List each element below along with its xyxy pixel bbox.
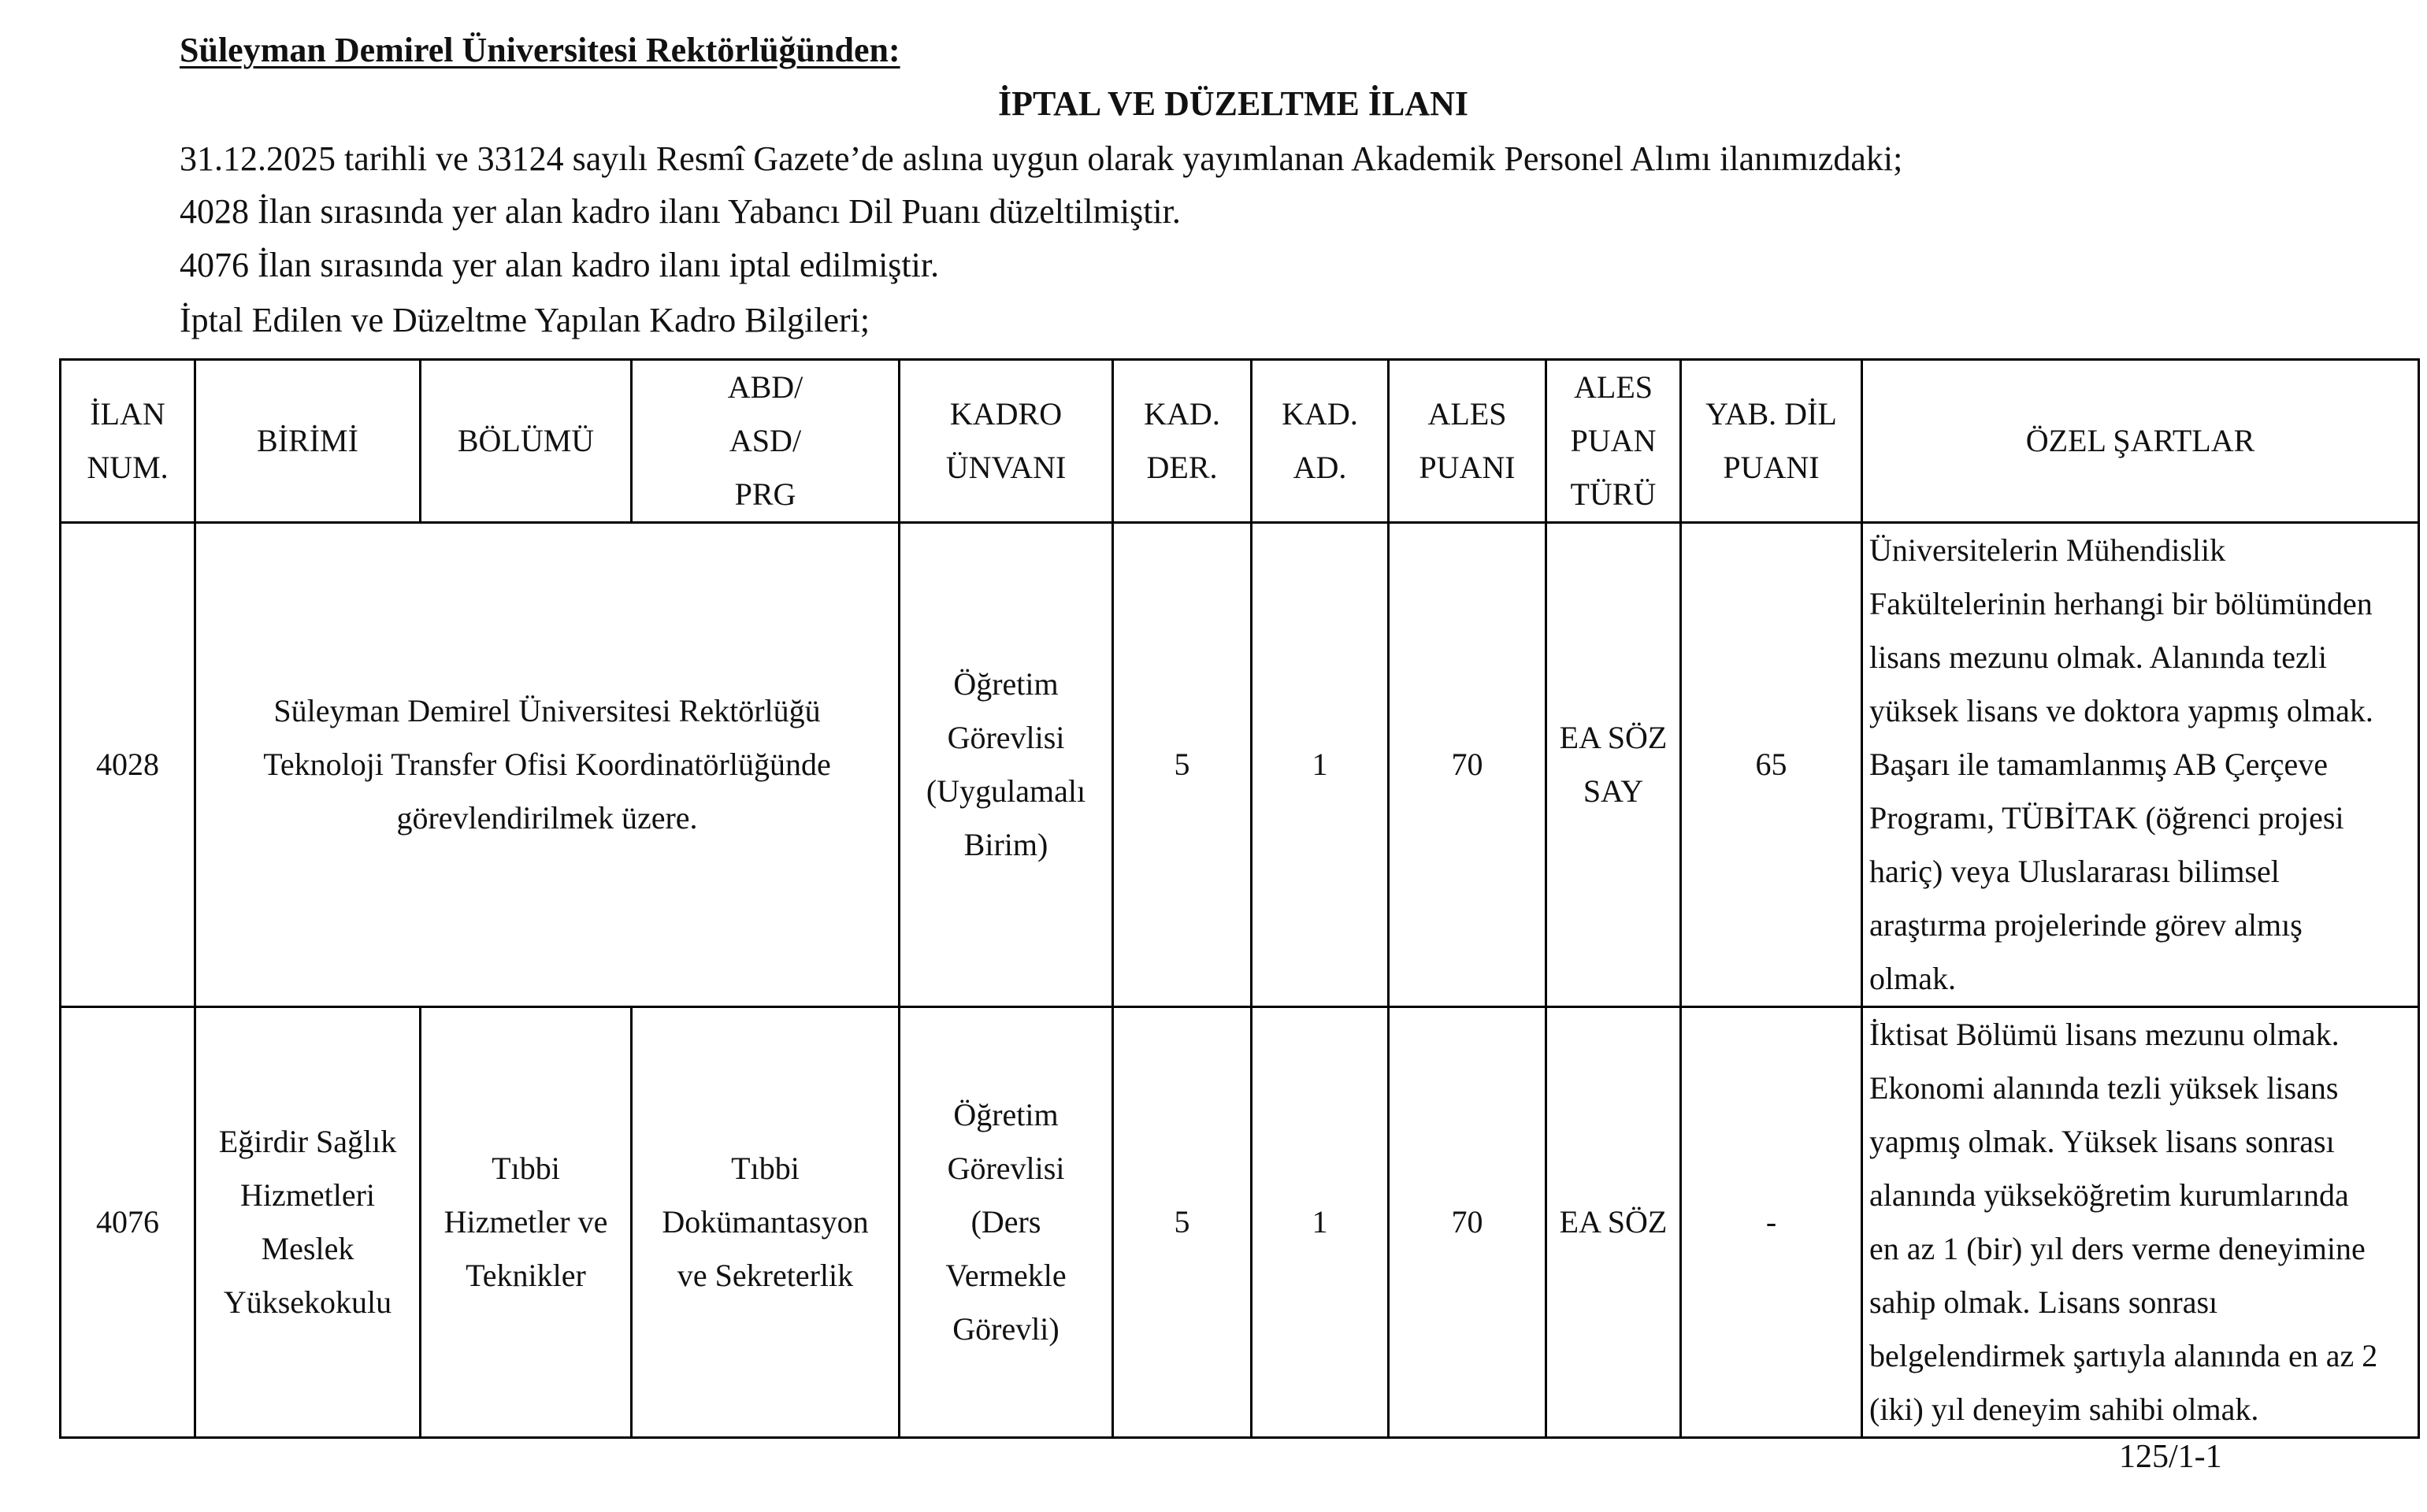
header-kad-der: KAD. DER. <box>1113 360 1252 523</box>
announcement-title <box>0 83 2427 124</box>
cell-kad-der: 5 <box>1113 1007 1252 1438</box>
cell-kad-der: 5 <box>1113 523 1252 1007</box>
header-yab-dil-puani: YAB. DİL PUANI <box>1681 360 1862 523</box>
cell-kad-ad: 1 <box>1252 523 1389 1007</box>
cell-ilan-num: 4028 <box>61 523 195 1007</box>
cell-birimi: Eğirdir Sağlık Hizmetleri Meslek Yüksekokulu <box>195 1007 421 1438</box>
cell-ilan-num: 4076 <box>61 1007 195 1438</box>
cell-bolumu: Tıbbi Hizmetler ve Teknikler <box>421 1007 632 1438</box>
cell-ozel-sartlar: Üniversitelerin Mühendislik Fakültelerinin herhangi bir bölümünden lisans mezunu olmak. Alanında tezli yüksek lisans ve doktora yapmış olmak. Başarı ile tamamlanmış AB Çerçeve Programı, TÜBİTAK (öğrenci projesi hariç) veya Uluslararası bilimsel araştırma projelerinde görev almış olmak. <box>1862 523 2419 1007</box>
table-row <box>61 523 2419 1007</box>
cell-ales-puan-turu: EA SÖZ SAY <box>1546 523 1681 1007</box>
intro-paragraph: 31.12.2025 tarihli ve 33124 sayılı Resmî Gazete’de aslına uygun olarak yayımlanan Akademik Personel Alımı ilanımızdaki; <box>180 139 1903 178</box>
correction-paragraph: 4028 İlan sırasında yer alan kadro ilanı Yabancı Dil Puanı düzeltilmiştir. <box>180 192 1181 231</box>
cell-yab-dil-puani: - <box>1681 1007 1862 1438</box>
header-abd-asd-prg: ABD/ ASD/ PRG <box>632 360 900 523</box>
cell-ales-puan-turu: EA SÖZ <box>1546 1007 1681 1438</box>
institution-heading: Süleyman Demirel Üniversitesi Rektörlüğünden: <box>180 31 900 69</box>
table-caption: İptal Edilen ve Düzeltme Yapılan Kadro Bilgileri; <box>180 301 870 339</box>
page-number: 125/1-1 <box>2119 1439 2222 1475</box>
cancellation-paragraph: 4076 İlan sırasında yer alan kadro ilanı iptal edilmiştir. <box>180 246 940 284</box>
cell-yab-dil-puani: 65 <box>1681 523 1862 1007</box>
cell-ozel-sartlar: İktisat Bölümü lisans mezunu olmak. Ekonomi alanında tezli yüksek lisans yapmış olmak. Yüksek lisans sonrası alanında yükseköğretim kurumlarında en az 1 (bir) yıl ders verme deneyimine sahip olmak. Lisans sonrası belgelendirmek şartıyla alanında en az 2 (iki) yıl deneyim sahibi olmak. <box>1862 1007 2419 1438</box>
header-birimi: BİRİMİ <box>195 360 421 523</box>
cell-kadro-unvani: Öğretim Görevlisi (Uygulamalı Birim) <box>900 523 1113 1007</box>
cell-merged-unit: Süleyman Demirel Üniversitesi Rektörlüğü Teknoloji Transfer Ofisi Koordinatörlüğünde görevlendirilmek üzere. <box>195 523 900 1007</box>
table-row <box>61 1007 2419 1438</box>
cell-kadro-unvani: Öğretim Görevlisi (Ders Vermekle Görevli) <box>900 1007 1113 1438</box>
header-ales-puani: ALES PUANI <box>1389 360 1546 523</box>
header-ales-puan-turu: ALES PUAN TÜRÜ <box>1546 360 1681 523</box>
announcement-title-text: İPTAL VE DÜZELTME İLANI <box>997 84 1469 123</box>
cell-ales-puani: 70 <box>1389 1007 1546 1438</box>
header-ilan-num: İLAN NUM. <box>61 360 195 523</box>
header-kadro-unvani: KADRO ÜNVANI <box>900 360 1113 523</box>
cell-abd-asd-prg: Tıbbi Dokümantasyon ve Sekreterlik <box>632 1007 900 1438</box>
kadro-table <box>59 358 2420 1439</box>
header-bolumu: BÖLÜMÜ <box>421 360 632 523</box>
header-ozel-sartlar: ÖZEL ŞARTLAR <box>1862 360 2419 523</box>
cell-ales-puani: 70 <box>1389 523 1546 1007</box>
table-header-row <box>61 360 2419 523</box>
header-kad-ad: KAD. AD. <box>1252 360 1389 523</box>
cell-kad-ad: 1 <box>1252 1007 1389 1438</box>
